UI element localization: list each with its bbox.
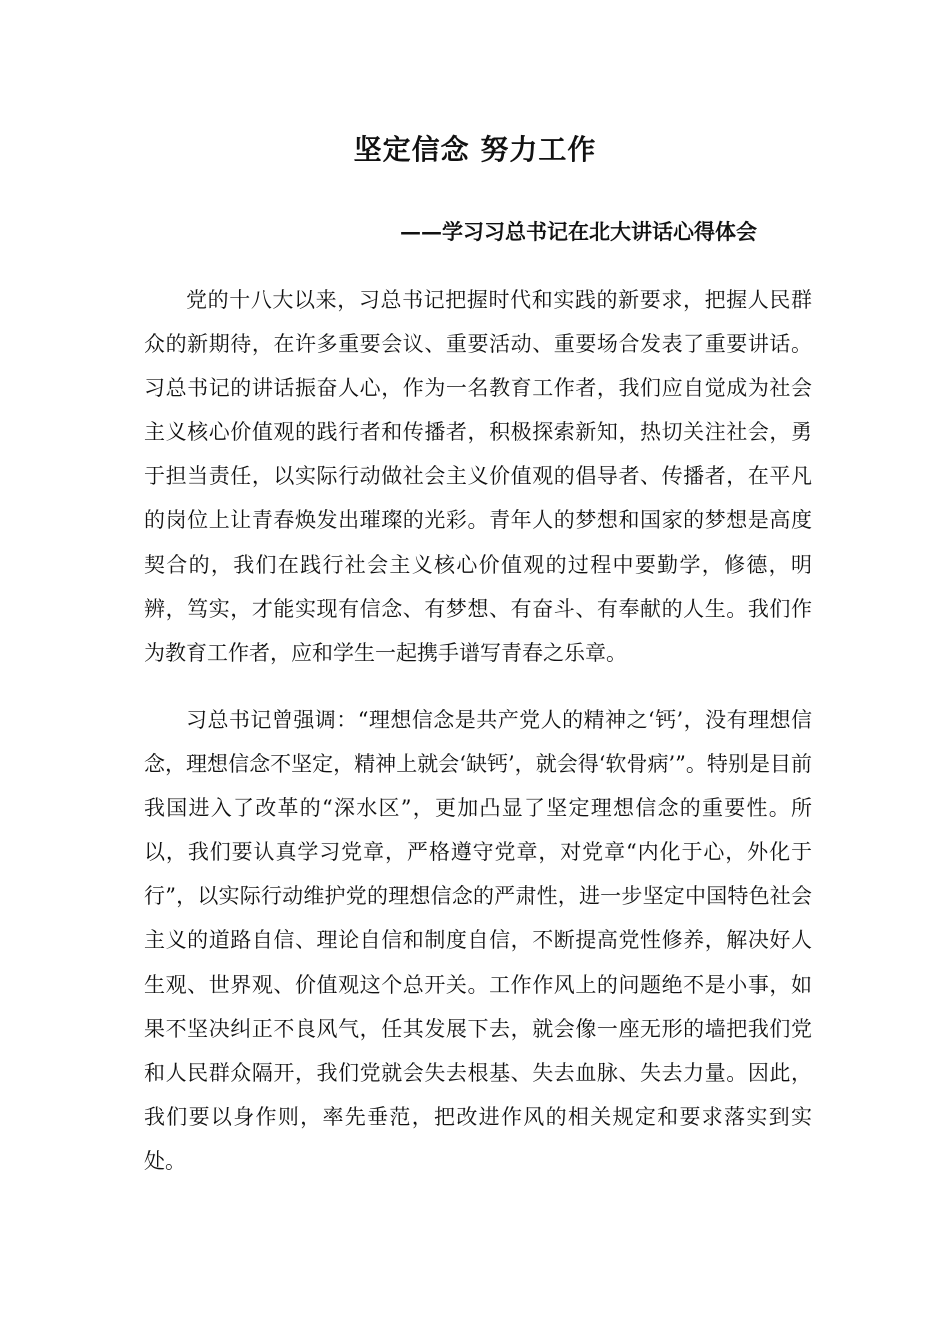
paragraph: 党的十八大以来，习总书记把握时代和实践的新要求，把握人民群众的新期待，在许多重要会议、重要活动、重要场合发表了重要讲话。习总书记的讲话振奋人心，作为一名教育工作者，我们应自觉成为社会主义核心价值观的践行者和传播者，积极探索新知，热切关注社会，勇于担当责任，以实际行动做社会主义价值观的倡导者、传播者，在平凡的岗位上让青春焕发出璀璨的光彩。青年人的梦想和国家的梦想是高度契合的，我们在践行社会主义核心价值观的过程中要勤学，修德，明辨，笃实，才能实现有信念、有梦想、有奋斗、有奉献的人生。我们作为教育工作者，应和学生一起携手谱写青春之乐章。 — [144, 288, 812, 665]
document-subtitle: ——学习习总书记在北大讲话心得体会 — [400, 219, 757, 244]
paragraph: 习总书记曾强调：“理想信念是共产党人的精神之‘钙’，没有理想信念，理想信念不坚定，精神上就会‘缺钙’，就会得‘软骨病’”。特别是目前我国进入了改革的“深水区”，更加凸显了坚定理想信念的重要性。所以，我们要认真学习党章，严格遵守党章，对党章“内化于心，外化于行”，以实际行动维护党的理想信念的严肃性，进一步坚定中国特色社会主义的道路自信、理论自信和制度自信，不断提高党性修养，解决好人生观、世界观、价值观这个总开关。工作作风上的问题绝不是小事，如果不坚决纠正不良风气，任其发展下去，就会像一座无形的墙把我们党和人民群众隔开，我们党就会失去根基、失去血脉、失去力量。因此，我们要以身作则，率先垂范，把改进作风的相关规定和要求落实到实处。 — [144, 708, 812, 1173]
document-title: 坚定信念 努力工作 — [353, 133, 597, 166]
